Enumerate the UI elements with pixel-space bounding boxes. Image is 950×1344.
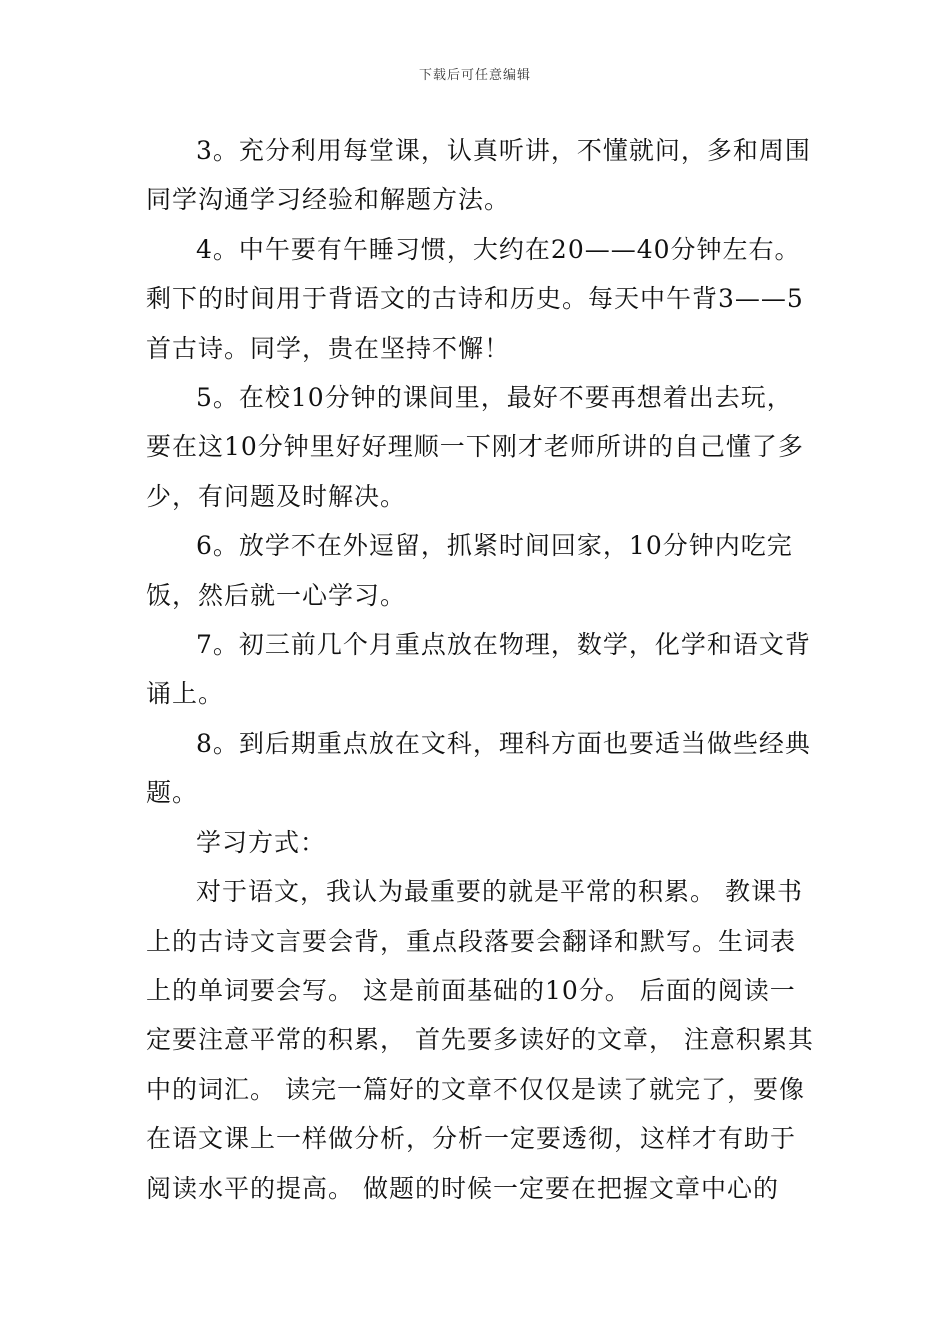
paragraph-chinese-study: 对于语文，我认为最重要的就是平常的积累。 教课书上的古诗文言要会背，重点段落要会翻译和默写。生词表上的单词要会写。 这是前面基础的10分。 后面的阅读一定要注意平常的积累， 首先要多读好的文章， 注意积累其中的词汇。 读完一篇好的文章不仅仅是读了就完了，要像在语文课上一样做分析，分析一定要透彻，这样才有助于阅读水平的提高。 做题的时候一定要在把握文章中心的 xyxy=(146,877,814,1203)
paragraph-item-7: 7。初三前几个月重点放在物理，数学，化学和语文背诵上。 xyxy=(146,630,811,709)
paragraph-item-6: 6。放学不在外逗留，抓紧时间回家，10分钟内吃完饭，然后就一心学习。 xyxy=(146,531,793,610)
paragraph-item-8: 8。到后期重点放在文科，理科方面也要适当做些经典题。 xyxy=(146,728,811,808)
paragraph-item-5: 5。在校10分钟的课间里，最好不要再想着出去玩，要在这10分钟里好好理顺一下刚才老师所讲的自己懂了多少，有问题及时解决。 xyxy=(146,383,804,511)
paragraph-item-4: 4。中午要有午睡习惯，大约在20——40分钟左右。剩下的时间用于背语文的古诗和历史。每天中午背3——5首古诗。同学，贵在坚持不懈！ xyxy=(146,234,804,363)
document-body xyxy=(146,126,814,1213)
paragraph-item-3: 3。充分利用每堂课，认真听讲，不懂就问，多和周围同学沟通学习经验和解题方法。 xyxy=(146,136,811,215)
section-heading-study-method: 学习方式： xyxy=(196,827,327,857)
page-header: 下载后可任意编辑 xyxy=(418,68,531,83)
